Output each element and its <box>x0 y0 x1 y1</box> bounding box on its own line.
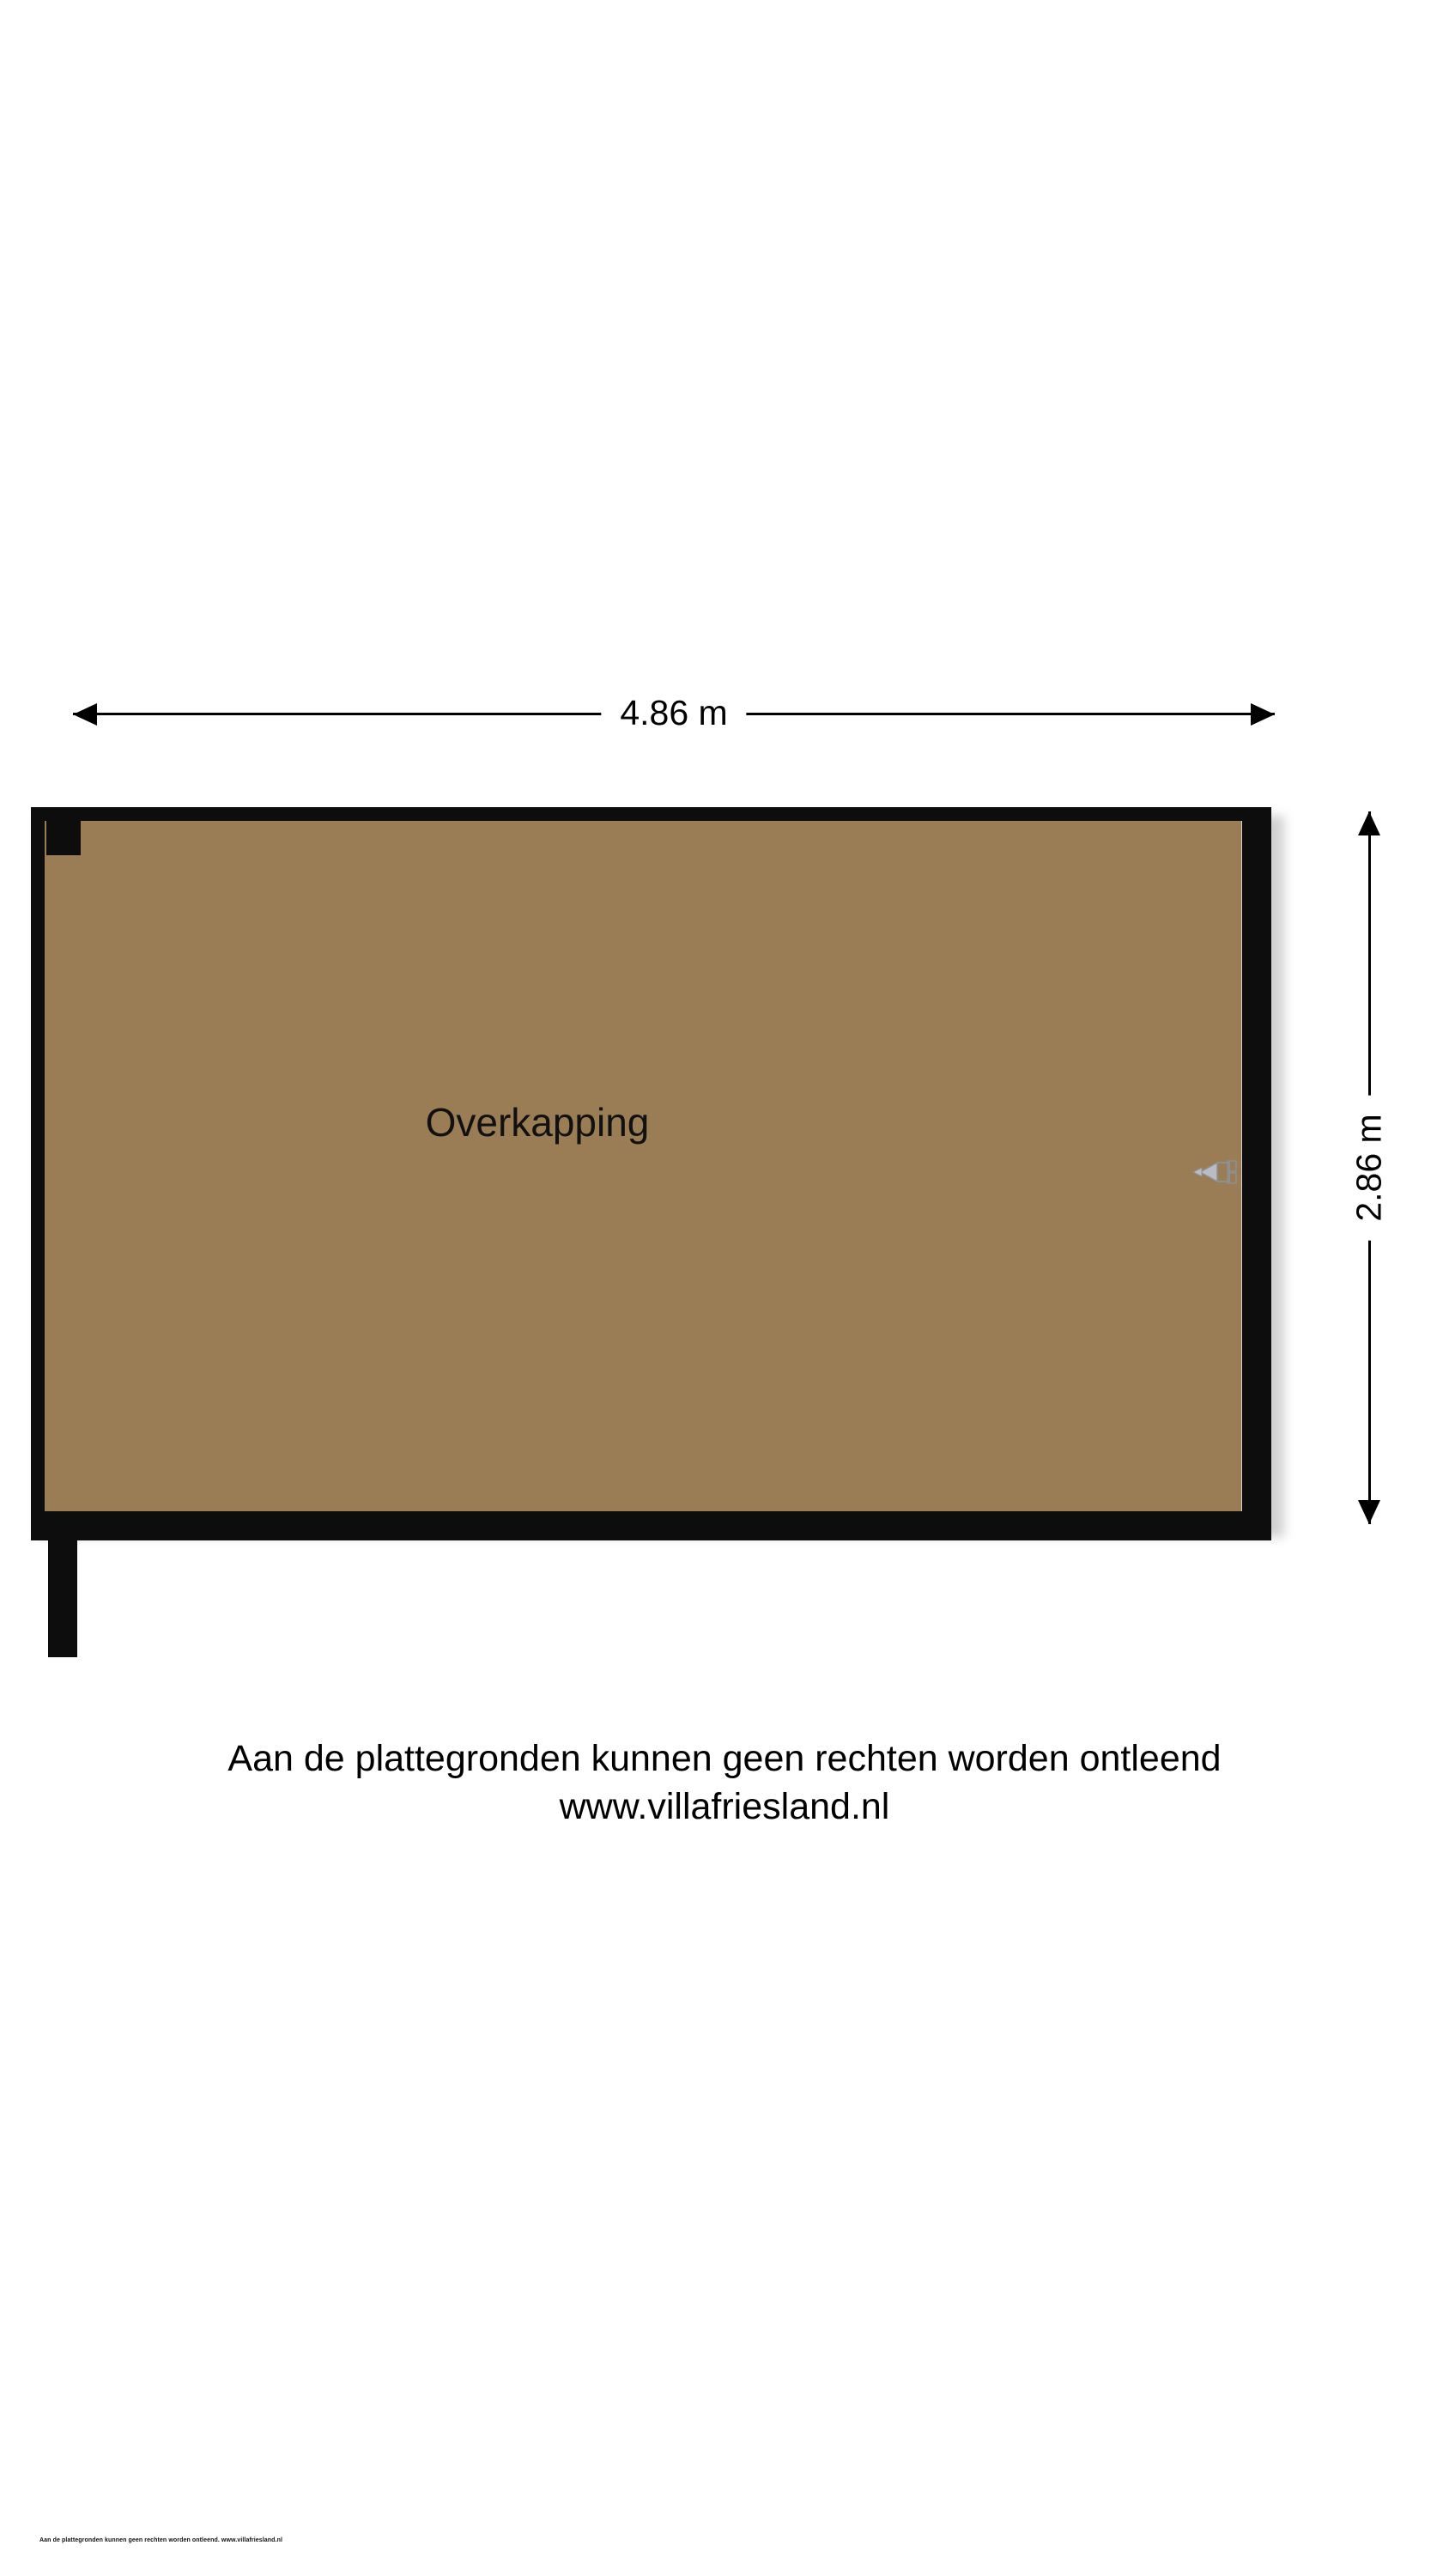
wall-top <box>31 807 1271 821</box>
width-arrow-left-icon <box>73 703 97 726</box>
wall-left-stub <box>48 1511 77 1657</box>
width-arrow-right-icon <box>1251 703 1275 726</box>
height-dimension-label: 2.86 m <box>1349 1095 1390 1240</box>
room-overkapping <box>31 807 1301 1666</box>
height-arrow-up-icon <box>1358 811 1380 835</box>
wall-bottom <box>31 1511 1271 1540</box>
footer-fineprint: Aan de plattegronden kunnen geen rechten worden ontleend. www.villafriesland.nl <box>39 2537 283 2543</box>
footer-disclaimer: Aan de plattegronden kunnen geen rechten worden ontleend <box>227 1738 1222 1779</box>
width-dimension-label: 4.86 m <box>601 687 746 738</box>
door-swing-symbol-icon <box>1188 1151 1248 1194</box>
footer-text <box>0 1735 1449 1831</box>
height-dimension <box>1343 811 1395 1524</box>
footer-website: www.villafriesland.nl <box>559 1786 890 1827</box>
height-arrow-down-icon <box>1358 1500 1380 1524</box>
corner-post-square <box>46 821 81 855</box>
room-floor-fill <box>31 814 1241 1518</box>
width-dimension <box>73 687 1275 738</box>
room-label: Overkapping <box>425 1100 650 1145</box>
wall-left <box>31 807 45 1520</box>
